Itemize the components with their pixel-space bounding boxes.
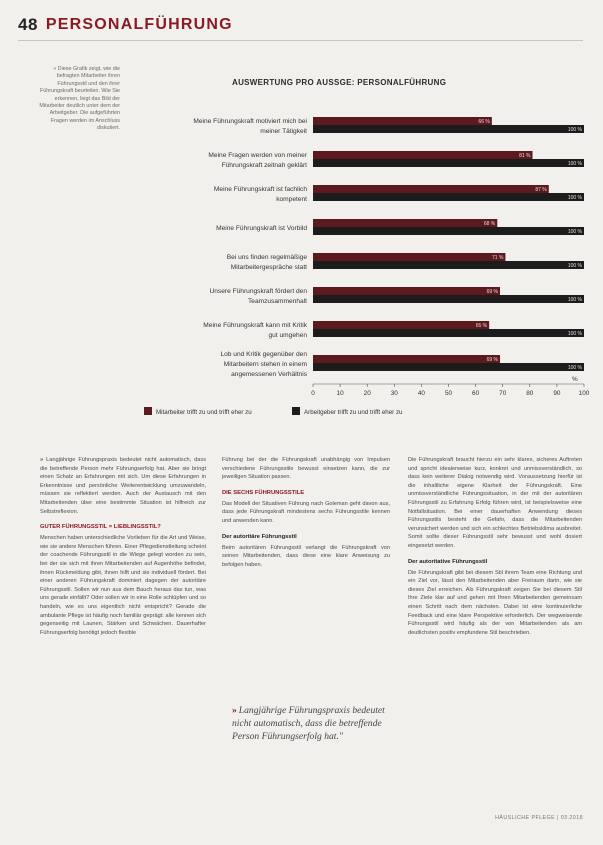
bar-arbeitgeber bbox=[313, 261, 584, 269]
pull-quote-text: Langjährige Führungspraxis bedeutet nicht automatisch, dass die betreffende Person Führungserfolg hat." bbox=[232, 705, 385, 742]
bar-value-label: 100 % bbox=[567, 297, 582, 304]
bar-mitarbeiter bbox=[313, 355, 500, 363]
paragraph-text: Langjährige Führungspraxis bedeutet nicht automatisch, dass die betreffende Person mehr Führungserfolg hat. Aber sie bringt einen Schatz an Erfahrungen mit sich. Um diese Erfahrungen in Erkenntnisse und persönliche Weiterentwicklung umzuwandeln, müssen sie reflektiert werden. Auch der Austausch mit den Mitarbeitenden über eine bestimmte Situation ist hilfreich zur Selbstreflexion. bbox=[40, 457, 206, 515]
x-unit-label: % bbox=[572, 376, 578, 383]
bar-arbeitgeber bbox=[313, 125, 584, 133]
side-note: » Diese Grafik zeigt, wie die befragten Mitarbeiter ihren Führungsstil und den ihrer Führungskraft beurteilen. Wie Sie erkennen, liegt das Bild der Mitarbeiter deutlich unter dem der Arbeitgeber. Die aufgeführten Fragen werden im Anschluss diskutiert. bbox=[39, 66, 120, 132]
legend-label-arbeitgeber: Arbeitgeber trifft zu und trifft eher zu bbox=[304, 409, 403, 416]
subheading: DIE SECHS FÜHRUNGSSTILE bbox=[222, 489, 305, 496]
text-column-1 bbox=[40, 456, 206, 644]
paragraph: Menschen haben unterschiedliche Vorlieben für die Art und Weise, wie sie andere Menschen führen. Einer Pflegedienstleitung scheint der coachende Führungsstil in die Wiege gelegt worden zu sein, bei der sie sich mit ihren Mitarbeitenden auf Augenhöhe befindet, ihnen Rückmeldung gibt, ihnen hilft und sie individuell fördert. Bei einer anderen Führungskraft dominiert dagegen der autoritäre Führungsstil. Sollen wir nun aus dem Bauch heraus das tun, was uns gerade einfällt? Oder sollen wir in eine Rolle schlüpfen und so handeln, wie es uns eigentlich nicht entspricht? Gerade die ambulante Pflege ist häufig noch familiär geprägt: alle kennen sich gegenseitig mit Launen, Stärken und Schwächen. Dauerhafter Führungserfolg benötigt jedoch flexible bbox=[40, 535, 206, 636]
bar-value-label: 100 % bbox=[567, 365, 582, 372]
category-label: Meine Führungskraft kann mit Kritik gut umgehen bbox=[203, 322, 307, 339]
bar-value-label: 69 % bbox=[486, 357, 498, 364]
paragraph: Beim autoritären Führungsstil verlangt die Führungskraft von seinen Mitarbeitenden, dass diese eine klare Anweisung zu befolgen haben. bbox=[222, 544, 390, 568]
legend-label-mitarbeiter: Mitarbeiter trifft zu und trifft eher zu bbox=[156, 409, 252, 416]
x-tick-label: 80 bbox=[526, 390, 534, 397]
bar-value-label: 100 % bbox=[567, 331, 582, 338]
page-footer: HÄUSLICHE PFLEGE | 03.2018 bbox=[495, 815, 583, 821]
page-header bbox=[18, 14, 233, 36]
bar-arbeitgeber bbox=[313, 159, 584, 167]
bar-mitarbeiter bbox=[313, 219, 497, 227]
x-tick-label: 0 bbox=[311, 390, 315, 397]
legend-swatch-arbeitgeber bbox=[292, 407, 300, 415]
bar-mitarbeiter bbox=[313, 287, 500, 295]
bar-value-label: 100 % bbox=[567, 263, 582, 270]
bar-chart bbox=[140, 72, 590, 432]
legend-swatch-mitarbeiter bbox=[144, 407, 152, 415]
subheading: Der autoritative Führungsstil bbox=[408, 558, 488, 565]
bar-mitarbeiter bbox=[313, 253, 505, 261]
bar-value-label: 81 % bbox=[519, 153, 531, 160]
bar-mitarbeiter bbox=[313, 151, 533, 159]
chart-container bbox=[140, 72, 590, 432]
bar-value-label: 100 % bbox=[567, 195, 582, 202]
paragraph: Die Führungskraft braucht hierzu ein sehr klares, sicheres Auftreten und spricht idealerweise kurz, konkret und unmissverständlich, so dass kein weiterer Dialog notwendig wird. Voraussetzung hierfür ist die inhaltliche eigene Klarheit der Führungskraft. Eine unmissverständliche Führungssituation, in der mit der autoritären Führungsstil zu Erfahrung Erfolg führen wird, ist beispielsweise eine Notfallsituation. Bei einer dauerhaften Anwendung dieses Führungsstils besteht die Gefahr, dass die Mitarbeitenden verunsichert werden und sich ein schlechtes Betriebsklima ausbreitet. Somit sollte dieser Führungsstil sehr bewusst und wohl dosiert eingesetzt werden. bbox=[408, 457, 582, 549]
category-label: Unsere Führungskraft fördert den Teamzusammenhalt bbox=[209, 288, 307, 305]
x-tick-label: 60 bbox=[472, 390, 480, 397]
bar-value-label: 68 % bbox=[483, 221, 496, 228]
category-label: Meine Führungskraft ist Vorbild bbox=[216, 225, 307, 232]
chart-title: AUSWERTUNG PRO AUSSGE: PERSONALFÜHRUNG bbox=[232, 78, 447, 87]
paragraph: Das Modell der Situativen Führung nach Goleman geht davon aus, dass jede Führungskraft mindestens sechs Führungsstile kennen und anwenden kann. bbox=[222, 500, 390, 524]
paragraph: Die Führungskraft gibt bei diesem Stil ihrem Team eine Richtung und ein Ziel vor, lässt den Mitarbeitenden aber Freiraum darin, wie sie dieses Ziel erreichen. Als Führungskraft zeigen Sie bei diesem Stil Ihre Ziele klar auf und gehen mit Ihren Mitarbeitenden gemeinsam einen Schritt nach dem nächsten. Dabei ist eine kontinuierliche Feedback und eine klare Perspektive erforderlich. Der wegweisende Führungsstil wird häufig als der von Mitarbeitenden als am deutlichsten positiv empfundene Stil beschrieben. bbox=[408, 569, 582, 636]
x-tick-label: 100 bbox=[578, 390, 590, 397]
bar-value-label: 65 % bbox=[475, 323, 488, 330]
pull-quote bbox=[232, 704, 404, 743]
bar-value-label: 71 % bbox=[492, 255, 504, 262]
bar-arbeitgeber bbox=[313, 193, 584, 201]
paragraph: Führung bei der die Führungskraft unabhängig von Impulsen verschiedene Führungsstile bewusst einsetzen kann, die zur jeweiligen Situation passen. bbox=[222, 457, 390, 481]
category-label: Meine Führungskraft ist fachlich kompetent bbox=[213, 186, 307, 203]
bar-value-label: 100 % bbox=[567, 229, 582, 236]
bar-arbeitgeber bbox=[313, 227, 584, 235]
x-tick-label: 50 bbox=[444, 390, 453, 397]
category-label: Lob und Kritik gegenüber den Mitarbeitern stehen in einem angemessenen Verhältnis bbox=[220, 351, 307, 378]
paragraph bbox=[40, 456, 206, 516]
category-label: Meine Führungskraft motiviert mich bei meiner Tätigkeit bbox=[193, 118, 307, 135]
bar-arbeitgeber bbox=[313, 329, 584, 337]
bar-value-label: 66 % bbox=[478, 119, 490, 126]
x-tick-label: 20 bbox=[363, 390, 371, 397]
header-divider bbox=[18, 40, 583, 41]
bar-value-label: 100 % bbox=[567, 127, 582, 134]
page-number: 48 bbox=[18, 15, 38, 34]
bar-value-label: 69 % bbox=[486, 289, 498, 296]
category-label: Bei uns finden regelmäßige Mitarbeitergespräche statt bbox=[226, 254, 307, 271]
bar-arbeitgeber bbox=[313, 295, 584, 303]
subheading: GUTER FÜHRUNGSSTIL = LIEBLINGSSTIL? bbox=[40, 524, 161, 531]
bar-mitarbeiter bbox=[313, 117, 492, 125]
bar-mitarbeiter bbox=[313, 321, 489, 329]
x-tick-label: 30 bbox=[390, 390, 398, 397]
x-tick-label: 40 bbox=[417, 390, 425, 397]
lead-arrow-icon: » bbox=[40, 457, 44, 463]
text-column-3 bbox=[408, 456, 582, 644]
x-tick-label: 70 bbox=[499, 390, 507, 397]
category-label: Meine Fragen werden von meiner Führungskraft zeitnah geklärt bbox=[208, 152, 307, 169]
text-column-2 bbox=[222, 456, 390, 576]
quote-mark-icon: » bbox=[232, 705, 237, 716]
bar-value-label: 87 % bbox=[535, 187, 547, 194]
subheading: Der autoritäre Führungsstil bbox=[222, 533, 297, 540]
x-tick-label: 90 bbox=[553, 390, 561, 397]
bar-mitarbeiter bbox=[313, 185, 549, 193]
bar-value-label: 100 % bbox=[567, 161, 582, 168]
section-title: PERSONALFÜHRUNG bbox=[45, 16, 233, 33]
bar-arbeitgeber bbox=[313, 363, 584, 371]
x-tick-label: 10 bbox=[336, 390, 344, 397]
